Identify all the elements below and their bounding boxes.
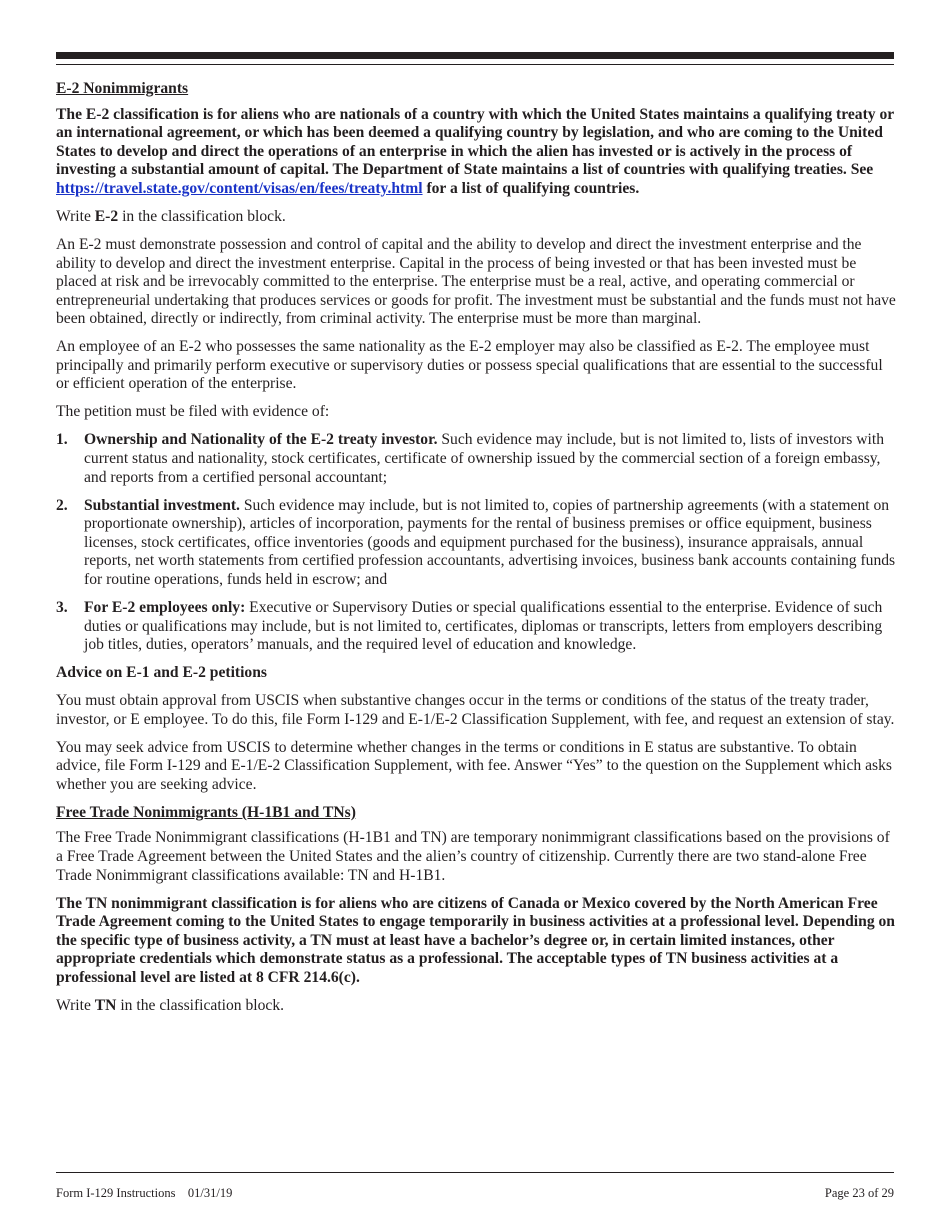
item-number: 2. xyxy=(56,496,68,514)
write-prefix: Write xyxy=(56,207,95,225)
footer-rule xyxy=(56,1172,894,1173)
tn-write-instruction xyxy=(56,997,896,1016)
advice-paragraph-approval: You must obtain approval from USCIS when substantive changes occur in the terms or conditions of the status of the treaty trader, investor, or E employee. To do this, file Form I-129 and E-1/E-2 Classification Supplement, with fee, and request an extension of stay. xyxy=(56,692,895,728)
classification-code: E-2 xyxy=(94,207,119,225)
item-title: Ownership and Nationality of the E-2 treaty investor. xyxy=(84,431,438,449)
evidence-list xyxy=(56,431,896,654)
write-prefix: Write xyxy=(56,997,95,1015)
footer-page-number: Page 23 of 29 xyxy=(824,1186,894,1200)
page-content xyxy=(56,80,896,1025)
e2-write-instruction xyxy=(56,208,896,227)
item-title: Substantial investment. xyxy=(84,496,240,514)
e2-heading: E-2 Nonimmigrants xyxy=(56,80,189,97)
item-text: Executive or Supervisory Duties or special qualifications essential to the enterprise. Evidence of such duties or qualifications may include, but is not limited to, certificates, diplomas or transcripts, letters from employers describing job titles, duties, operators’ manuals, and the required level of education and knowledge. xyxy=(84,598,883,654)
e2-intro-end: for a list of qualifying countries. xyxy=(422,179,640,197)
free-trade-paragraph: The Free Trade Nonimmigrant classifications (H-1B1 and TN) are temporary nonimmigrant classifications based on the provisions of a Free Trade Agreement between the United States and the alien’s country of citizenship. Currently there are two stand-alone Free Trade Nonimmigrant classifications available: TN and H-1B1. xyxy=(56,829,890,884)
list-item xyxy=(56,599,896,655)
item-number: 3. xyxy=(56,598,68,616)
treaty-link[interactable]: https://travel.state.gov/content/visas/en/fees/treaty.html xyxy=(56,179,423,197)
free-trade-heading: Free Trade Nonimmigrants (H-1B1 and TNs) xyxy=(56,803,356,821)
item-text: Such evidence may include, but is not limited to, lists of investors with current status and nationality, stock certificates, certificate of ownership issued by the commercial section of a foreign embassy, and reports from a certified personal accountant; xyxy=(84,431,884,486)
item-title: For E-2 employees only: xyxy=(84,598,246,616)
classification-code: TN xyxy=(94,997,117,1015)
item-number: 1. xyxy=(56,431,68,449)
item-text: Such evidence may include, but is not limited to, copies of partnership agreements (with a statement on proportionate ownership), articles of incorporation, payments for the rental of business premises or office equipment, business licenses, stock certificates, office inventories (goods and equipment purchased for the business), insurance appraisals, annual reports, net worth statements from certified profession accountants, advertising invoices, business bank accounts containing funds for routine operations, funds held in escrow; and xyxy=(84,496,896,588)
list-item xyxy=(56,497,896,590)
advice-paragraph-seek: You may seek advice from USCIS to determine whether changes in the terms or conditions in E status are substantive. To obtain advice, file Form I-129 and E-1/E-2 Classification Supplement, with fee. Answer “Yes” to the question on the Supplement which asks whether you are seeking advice. xyxy=(56,738,892,793)
evidence-intro: The petition must be filed with evidence of: xyxy=(56,403,330,421)
footer-form-name: Form I-129 Instructions 01/31/19 xyxy=(56,1186,233,1200)
list-item xyxy=(56,431,896,487)
e2-intro-text: The E-2 classification is for aliens who are nationals of a country with which the United States maintains a qualifying treaty or an international agreement, or which has been deemed a qualifying country by legislation, and who are coming to the United States to develop and direct the operations of an enterprise in which the alien has invested or is actively in the process of investing a substantial amount of capital. The Department of State maintains a list of countries with qualifying treaties. See xyxy=(56,105,894,179)
header-rule-thin xyxy=(56,64,894,65)
tn-paragraph: The TN nonimmigrant classification is for aliens who are citizens of Canada or Mexico covered by the North American Free Trade Agreement coming to the United States to engage temporarily in business activities at a professional level. Depending on the specific type of business activity, a TN must at least have a bachelor’s degree or, in certain limited instances, other appropriate credentials which demonstrate status as a professional. The acceptable types of TN business activities at a professional level are listed at 8 CFR 214.6(c). xyxy=(56,894,895,987)
write-suffix: in the classification block. xyxy=(118,207,286,225)
e2-paragraph-employee: An employee of an E-2 who possesses the same nationality as the E-2 employer may also be classified as E-2. The employee must principally and primarily perform executive or supervisory duties or possess special qualifications that are essential to the successful or efficient operation of the enterprise. xyxy=(56,338,883,393)
e2-intro xyxy=(56,106,896,199)
write-suffix: in the classification block. xyxy=(116,997,285,1015)
e2-paragraph-capital: An E-2 must demonstrate possession and control of capital and the ability to develop and direct the investment enterprise and the ability to develop and direct the investment enterprise. Capital in the process of being invested or that has been invested must be placed at risk and be irrevocably committed to the enterprise. The enterprise must be a real, active, and operating commercial or entrepreneurial undertaking that produces services or goods for profit. The investment must be substantial and the funds must not have been obtained, directly or indirectly, from criminal activity. The enterprise must be more than marginal. xyxy=(56,235,896,328)
header-rule-thick xyxy=(56,52,894,59)
advice-heading: Advice on E-1 and E-2 petitions xyxy=(56,664,267,682)
